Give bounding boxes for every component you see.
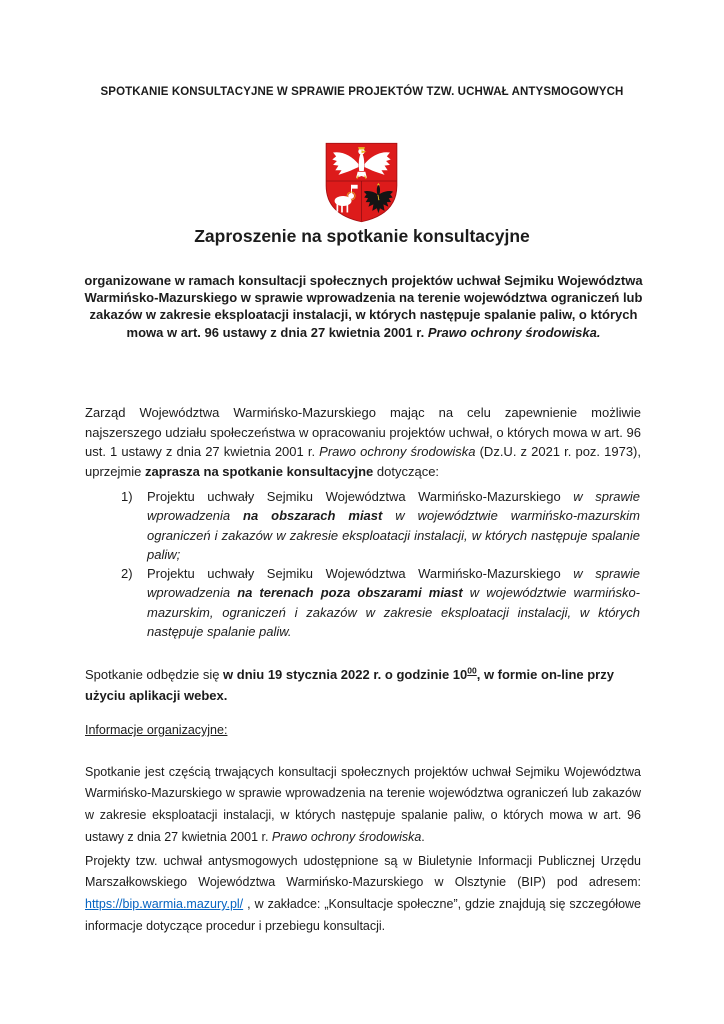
text-run-italic: Prawo ochrony środowiska [319, 444, 476, 460]
text-run-italic: w województwie warmińsko-mazurskim, ograniczeń i zakazów w zakresie eksploatacji instalacji, w których następuje spalanie paliw. [147, 585, 641, 640]
list-item-text [147, 564, 640, 642]
text-run-italic: w sprawie wprowadzenia [147, 566, 641, 601]
list-marker: 1) [121, 489, 133, 504]
text-run-bold: w dniu 19 stycznia 2022 r. o godzinie 10 [223, 667, 468, 682]
intro-paragraph [75, 272, 652, 341]
page-title: Zaproszenie na spotkanie konsultacyjne [194, 226, 530, 246]
coat-of-arms-icon [323, 141, 400, 224]
paragraph-org-info-1 [85, 762, 641, 849]
text-run-italic: w sprawie wprowadzenia [147, 489, 641, 524]
document-header-line: SPOTKANIE KONSULTACYJNE W SPRAWIE PROJEKTÓW TZW. UCHWAŁ ANTYSMOGOWYCH [100, 86, 624, 98]
text-run-italic: Prawo ochrony środowiska. [427, 324, 601, 340]
text-run-bold-italic: na terenach poza obszarami miast [237, 585, 463, 601]
text-run: Zarząd Województwa Warmińsko-Mazurskiego mając na celu zapewnienie możliwie najszerszego udziału społeczeństwa w opracowaniu projektów uchwał, o których mowa w art. 96 ust. 1 ustawy z dnia 27 kwietnia 2001 r. [85, 405, 641, 460]
text-run: (Dz.U. z 2021 r. poz. 1973), uprzejmie [85, 444, 641, 479]
text-run: Spotkanie jest częścią trwających konsultacji społecznych projektów uchwał Sejmiku Województwa Warmińsko-Mazurskiego w sprawie wprowadzenia na terenie województwa ograniczeń lub zakazów w zakresie eksploatacji instalacji, w których następuje spalanie paliw, o których mowa w art. 96 ustawy z dnia 27 kwietnia 2001 r. [85, 764, 641, 844]
list-item-text [147, 487, 640, 565]
text-run: dotyczące: [373, 463, 440, 479]
text-run: , w zakładce: „Konsultacje społeczne”, gdzie znajdują się szczegółowe informacje dotyczące procedur i przebiegu konsultacji. [85, 897, 641, 933]
text-run: Projekty tzw. uchwał antysmogowych udostępnione są w Biuletynie Informacji Publicznej Urzędu Marszałkowskiego Województwa Warmińsko-Mazurskiego w Olsztynie (BIP) pod adresem: [85, 853, 641, 890]
list-marker: 2) [121, 566, 133, 581]
section-heading-informacje: Informacje organizacyjne: [85, 723, 228, 737]
paragraph-org-info-2 [85, 851, 641, 938]
text-run-italic: w województwie warmińsko-mazurskim ograniczeń i zakazów w zakresie eksploatacji instalacji, w których następuje spalanie paliw; [147, 508, 641, 563]
meeting-hour-superscript: 00 [467, 665, 477, 676]
numbered-list-item-2 [121, 564, 640, 642]
text-run: organizowane w ramach konsultacji społecznych projektów uchwał Sejmiku Województwa Warmińsko-Mazurskiego w sprawie wprowadzenia na terenie województwa ograniczeń lub zakazów w zakresie eksploatacji instalacji, w których następuje spalanie paliw, o których mowa w art. 96 ustawy z dnia 27 kwietnia 2001 r. [84, 273, 643, 340]
text-run: . [421, 829, 425, 844]
paragraph-meeting-date [85, 664, 641, 706]
text-run-italic: Prawo ochrony środowiska [271, 829, 422, 844]
paragraph-zarzad [85, 403, 641, 481]
text-run: Projektu uchwały Sejmiku Województwa Warmińsko-Mazurskiego [147, 489, 574, 504]
text-run: Spotkanie odbędzie się [85, 667, 224, 682]
text-run-bold: zaprasza na spotkanie konsultacyjne [144, 463, 374, 479]
bip-link[interactable]: https://bip.warmia.mazury.pl/ [85, 897, 244, 912]
numbered-list-item-1 [121, 487, 640, 565]
text-run-bold: , w formie on-line przy użyciu aplikacji webex. [85, 667, 614, 703]
text-run-bold-italic: na obszarach miast [243, 508, 383, 524]
text-run: Projektu uchwały Sejmiku Województwa Warmińsko-Mazurskiego [147, 566, 574, 581]
